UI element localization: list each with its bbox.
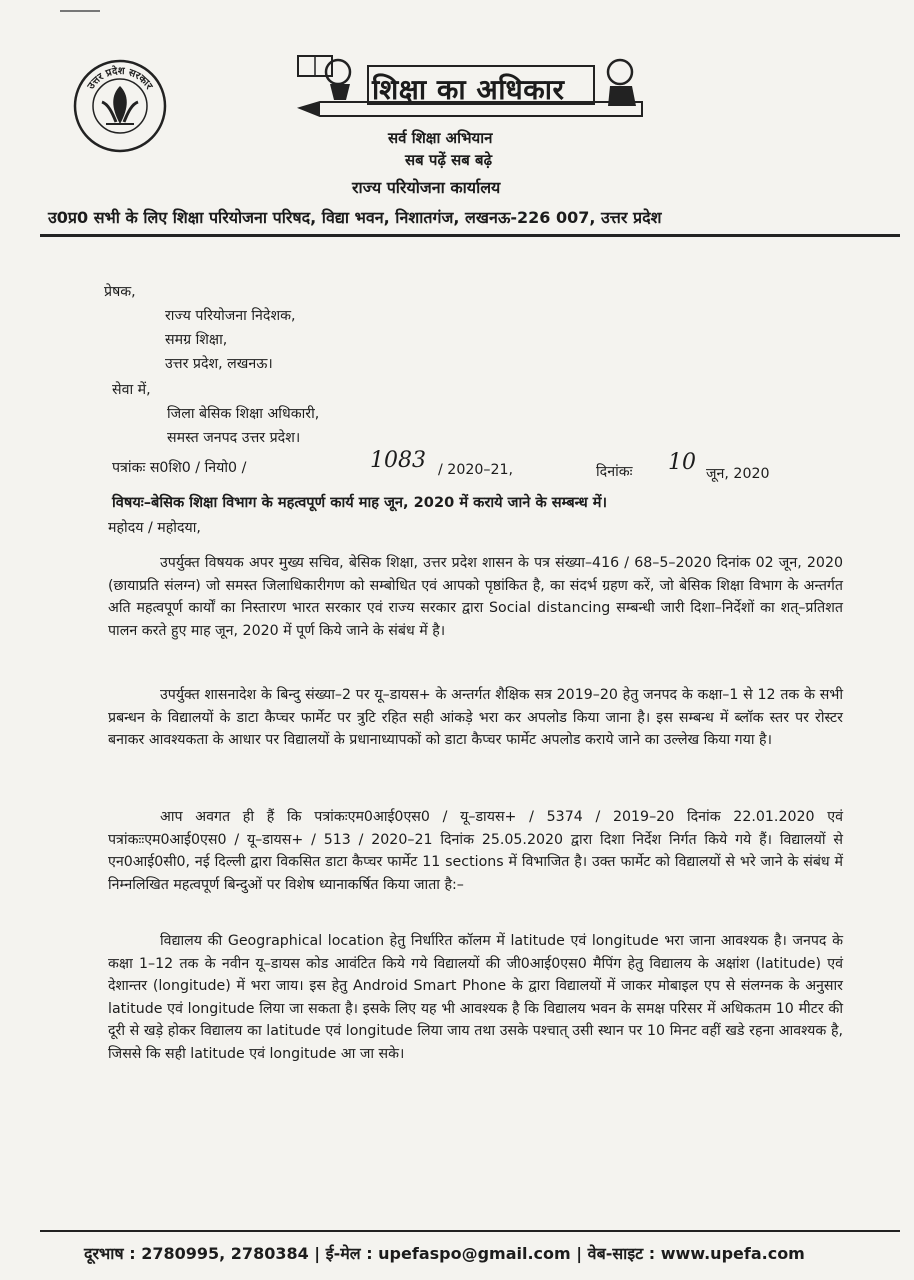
date-label: दिनांकः <box>596 464 633 480</box>
up-government-seal-icon <box>72 58 168 154</box>
council-address: उ0प्र0 सभी के लिए शिक्षा परियोजना परिषद, विद्या भवन, निशातगंज, लखनऊ-226 007, उत्तर प्रदेश <box>48 208 662 227</box>
office-name: राज्य परियोजना कार्यालय <box>352 178 501 197</box>
body-paragraph-1: उपर्युक्त विषयक अपर मुख्य सचिव, बेसिक शिक्षा, उत्तर प्रदेश शासन के पत्र संख्या–416 / 68–5–2020 दिनांक 02 जून, 2020 (छायाप्रति संलग्न) जो समस्त जिलाधिकारीगण को सम्बोधित एवं आपको पृष्ठांकित है, का संदर्भ ग्रहण करें, जो बेसिक शिक्षा विभाग के अन्तर्गत अति महत्वपूर्ण कार्यों का निस्तारण भारत सरकार एवं राज्य सरकार द्वारा Social distancing सम्बन्धी जारी दिशा–निर्देशों का शत्–प्रतिशत पालन करते हुए माह जून, 2020 में पूर्ण किये जाने के संबंध में है। <box>108 555 843 639</box>
sender-label: प्रेषक, <box>104 284 136 300</box>
slogan: सब पढ़ें सब बढ़े <box>405 151 493 169</box>
body-paragraph-4: विद्यालय की Geographical location हेतु निर्धारित कॉलम में latitude एवं longitude भरा जाना आवश्यक है। जनपद के कक्षा 1–12 तक के नवीन यू–डायस कोड आवंटित किये गये विद्यालयों की जी0आई0एस0 मैपिंग हेतु विद्यालय के अक्षांश (latitude) एवं देशान्तर (longitude) में भरा जाय। इस हेतु Android Smart Phone के द्वारा विद्यालयों में जाकर मोबाइल एप से संलग्नक के अनुसार latitude एवं longitude लिया जा सकता है। इसके लिए यह भी आवश्यक है कि विद्यालय भवन के समक्ष परिसर में अधिकतम 10 मीटर की दूरी से खड़े होकर विद्यालय का latitude एवं longitude लिया जाय तथा उसके पश्चात् उसी स्थान पर 10 मिनट वहीं खडे रहना आवश्यक है, जिससे कि सही latitude एवं longitude आ जा सके। <box>108 933 843 1062</box>
recipient-line-2: समस्त जनपद उत्तर प्रदेश। <box>167 430 301 446</box>
body-paragraph-2: उपर्युक्त शासनादेश के बिन्दु संख्या–2 पर यू–डायस+ के अन्तर्गत शैक्षिक सत्र 2019–20 हेतु जनपद के कक्षा–1 से 12 तक के सभी प्रबन्धन के विद्यालयों के डाटा कैप्चर फार्मेट पर त्रुटि रहित सही आंकड़े भरा कर अपलोड किया जाना है। इस सम्बन्ध में ब्लॉक स्तर पर रोस्टर बनाकर आवश्यकता के आधार पर विद्यालयों के प्रधानाध्यापकों को डाटा कैप्चर फार्मेट अपलोड कराये जाने का उल्लेख किया गया है। <box>108 687 843 748</box>
footer-divider <box>40 1230 900 1232</box>
campaign-name: सर्व शिक्षा अभियान <box>388 129 493 147</box>
subject-line: विषयः–बेसिक शिक्षा विभाग के महत्वपूर्ण कार्य माह जून, 2020 में कराये जाने के सम्बन्ध में। <box>112 494 608 511</box>
contact-footer: दूरभाष : 2780995, 2780384 | ई-मेल : upefaspo@gmail.com | वेब-साइट : www.upefa.com <box>84 1244 805 1263</box>
scan-mark <box>60 10 100 12</box>
recipient-line-1: जिला बेसिक शिक्षा अधिकारी, <box>167 406 320 422</box>
sender-line-2: समग्र शिक्षा, <box>165 332 228 348</box>
seal-text: उत्तर प्रदेश सरकार <box>85 65 155 92</box>
salutation: महोदय / महोदया, <box>108 520 201 536</box>
sender-line-1: राज्य परियोजना निदेशक, <box>165 308 296 324</box>
reference-prefix: पत्रांकः स0शि0 / नियो0 / <box>112 460 247 476</box>
date-month-year: जून, 2020 <box>706 466 770 482</box>
header-divider <box>40 234 900 237</box>
body-paragraph-3: आप अवगत ही हैं कि पत्रांकःएम0आई0एस0 / यू–डायस+ / 5374 / 2019–20 दिनांक 22.01.2020 एवं पत्रांकःःएम0आई0एस0 / यू–डायस+ / 513 / 2020–21 दिनांक 25.05.2020 द्वारा दिशा निर्देश निर्गत किये गये हैं। विद्यालयों से एन0आई0सी0, नई दिल्ली द्वारा विकसित डाटा कैप्चर फार्मेट 11 sections में विभाजित है। उक्त फार्मेट को विद्यालयों से भरे जाने के संबंध में निम्नलिखित महत्वपूर्ण बिन्दुओं पर विशेष ध्यानाकर्षित किया जाता है:– <box>108 809 843 893</box>
recipient-label: सेवा में, <box>112 382 151 398</box>
date-day: 10 <box>668 450 696 475</box>
sender-line-3: उत्तर प्रदेश, लखनऊ। <box>165 356 273 372</box>
reference-number: 1083 <box>370 448 426 473</box>
reference-year: / 2020–21, <box>438 462 514 478</box>
rte-title: शिक्षा का अधिकार <box>372 73 565 106</box>
